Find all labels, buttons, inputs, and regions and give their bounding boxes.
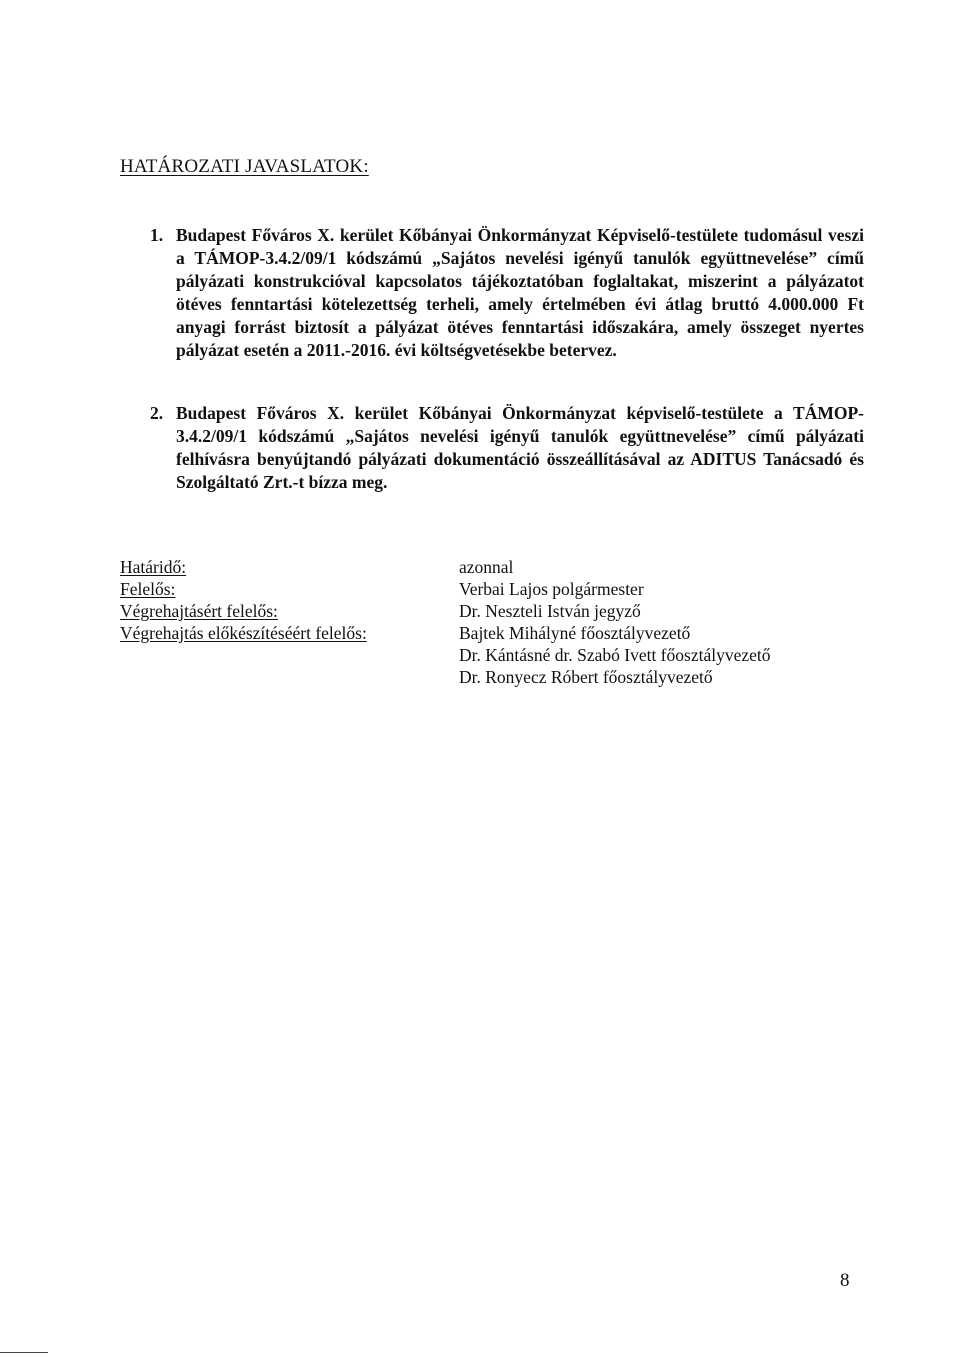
resolution-item-2 <box>150 402 864 494</box>
resolution-text: Budapest Főváros X. kerület Kőbányai Önkormányzat Képviselő-testülete tudomásul veszi a TÁMOP-3.4.2/09/1 kódszámú „Sajátos nevelési igényű tanulók együttnevelése” című pályázati konstrukcióval kapcsolatos tájékoztatóban foglaltakat, miszerint a pályázatot ötéves fenntartási kötelezettség terheli, amely értelmében évi átlag bruttó 4.000.000 Ft anyagi forrást biztosít a pályázat ötéves fenntartási időszakára, amely összeget nyertes pályázat esetén a 2011.-2016. évi költségvetésekbe betervez. <box>176 225 864 360</box>
responsible-value: Verbai Lajos polgármester <box>459 579 644 599</box>
resolution-item-1 <box>150 224 864 362</box>
scan-edge-line <box>0 1352 48 1353</box>
resolution-number: 2. <box>150 403 164 423</box>
preparation-responsible-label: Végrehajtás előkészítéséért felelős: <box>120 623 367 643</box>
resolution-number: 1. <box>150 225 164 245</box>
deadline-label: Határidő: <box>120 557 187 577</box>
preparation-responsible-value: Dr. Kántásné dr. Szabó Ivett főosztályvezető <box>459 645 771 665</box>
assignment-values <box>459 556 771 688</box>
execution-responsible-value: Dr. Neszteli István jegyző <box>459 601 641 621</box>
deadline-value: azonnal <box>459 557 514 577</box>
execution-responsible-label: Végrehajtásért felelős: <box>120 601 278 621</box>
page-title: HATÁROZATI JAVASLATOK: <box>120 156 369 177</box>
preparation-responsible-value: Bajtek Mihályné főosztályvezető <box>459 623 691 643</box>
responsible-label: Felelős: <box>120 579 176 599</box>
assignment-labels <box>120 556 367 644</box>
resolution-text: Budapest Főváros X. kerület Kőbányai Önkormányzat képviselő-testülete a TÁMOP-3.4.2/09/1 kódszámú „Sajátos nevelési igényű tanulók együttnevelése” című pályázati felhívásra benyújtandó pályázati dokumentáció összeállításával az ADITUS Tanácsadó és Szolgáltató Zrt.-t bízza meg. <box>176 403 864 492</box>
page-number: 8 <box>840 1270 850 1291</box>
preparation-responsible-value: Dr. Ronyecz Róbert főosztályvezető <box>459 667 713 687</box>
